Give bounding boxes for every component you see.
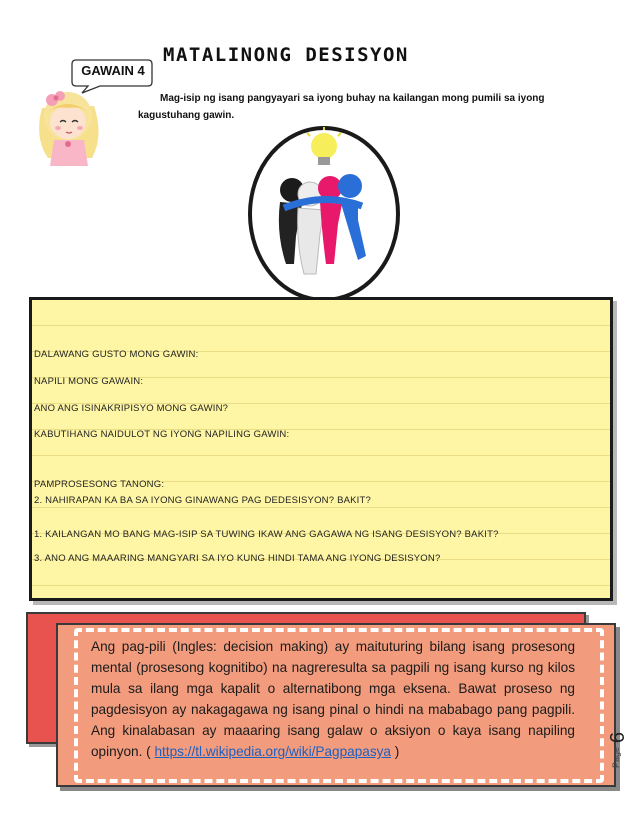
- worksheet-line: ANO ANG ISINAKRIPISYO MONG GAWIN?: [34, 403, 229, 414]
- worksheet-line: KABUTIHANG NAIDULOT NG IYONG NAPILING GAWIN:: [34, 429, 290, 440]
- group-figures-icon: [246, 124, 402, 304]
- info-text: Ang pag-pili (Ingles: decision making) ay maituturing bilang isang prosesong mental (prosesong kognitibo) na nagreresulta sa pagpili ng isang kurso ng kilos mula sa ilang mga kapalit o alternatibong mga eksena. Bawat proseso ng pagdesisyon ay nakagagawa ng isang pinal o hindi na mababago pang pagpili. Ang kinalabasan ay maaaring isang galaw o aksiyon o kaya isang napiling opinyon. (: [91, 639, 575, 759]
- source-link[interactable]: https://tl.wikipedia.org/wiki/Pagpapasya: [154, 744, 391, 759]
- worksheet-note: [29, 297, 607, 595]
- question-item: 1. KAILANGAN MO BANG MAG-ISIP SA TUWING IKAW ANG GAGAWA NG ISANG DESISYON? BAKIT?: [34, 529, 499, 540]
- info-paragraph: [91, 636, 575, 762]
- question-item: 2. NAHIRAPAN KA BA SA IYONG GINAWANG PAG DEDESISYON? BAKIT?: [34, 495, 372, 506]
- page-number: 6: [607, 731, 630, 744]
- question-item: 3. ANO ANG MAAARING MANGYARI SA IYO KUNG HINDI TAMA ANG IYONG DESISYON?: [34, 553, 441, 564]
- page-label: Page: [611, 746, 621, 768]
- worksheet-line: DALAWANG GUSTO MONG GAWIN:: [34, 349, 199, 360]
- instruction-text: Mag-isip ng isang pangyayari sa iyong buhay na kailangan mong pumili sa iyong kagustuhang gawin.: [138, 93, 545, 121]
- questions-heading: PAMPROSESONG TANONG:: [34, 479, 165, 490]
- worksheet-line: NAPILI MONG GAWAIN:: [34, 376, 144, 387]
- activity-badge: GAWAIN 4: [81, 63, 145, 78]
- info-text-end: ): [391, 744, 400, 759]
- page-title: MATALINONG DESISYON: [163, 44, 409, 66]
